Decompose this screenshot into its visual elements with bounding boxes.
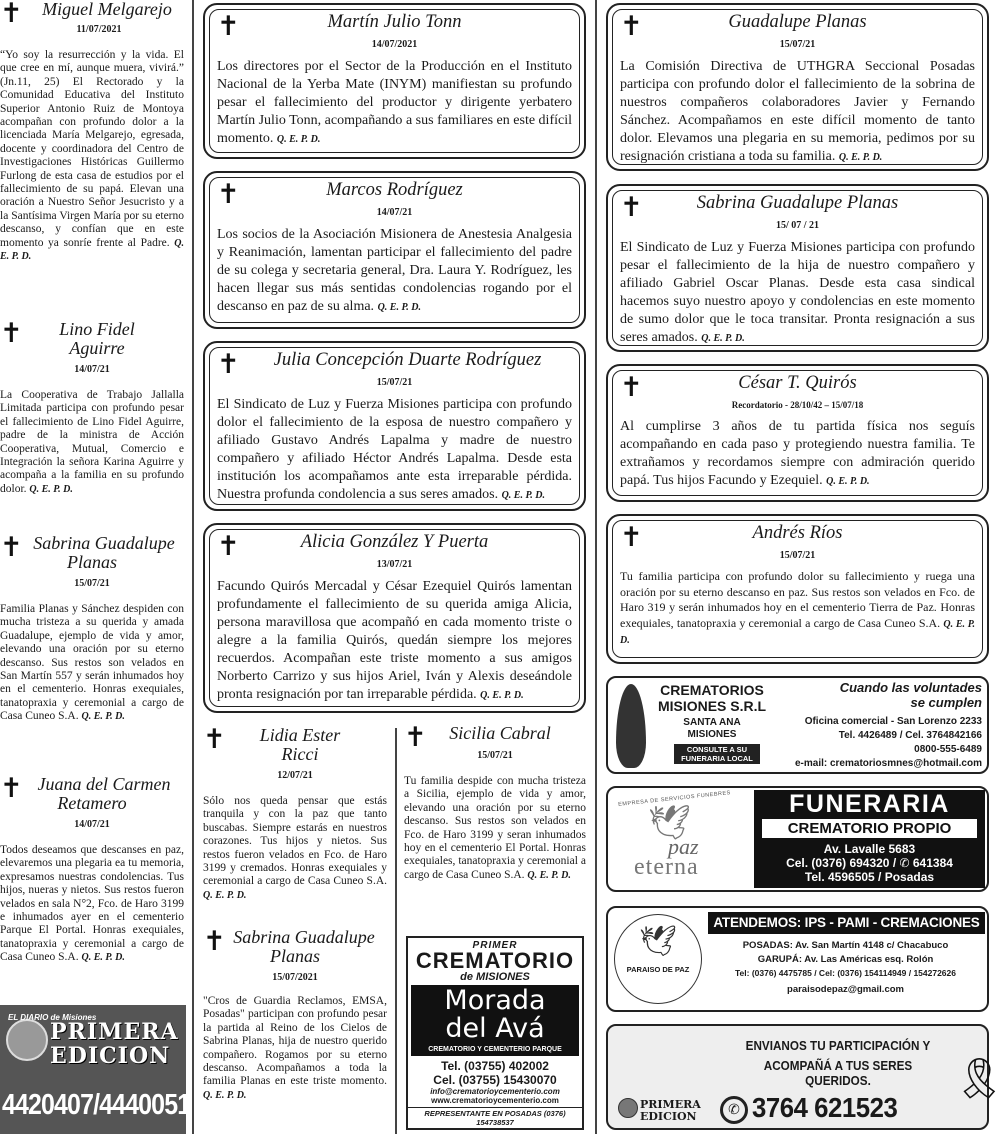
obit-name: Sicilia Cabral <box>449 723 551 743</box>
mourning-ribbon-icon: 🎗 <box>954 1056 1005 1102</box>
ad-primera-edicion-wa <box>606 1024 1005 1130</box>
obit-body: Facundo Quirós Mercadal y César Ezequiel Quirós lamentan profundamente el fallecimiento de su querida amiga Alicia, persona maravillosa que acompañó en cada momento triste o alegre a la familia Quirós, quedán siempre los mejores recuerdos. Acompañan este triste momento a sus amigos Norberto Carrizo y sus hijos Ariel, Iván y Alexis deseándole pronta resignación por tan irreparable pérdida. Q. E. P. D. <box>217 579 572 702</box>
ad-paz-title: FUNERARIA <box>789 790 950 818</box>
obit-body: Familia Planas y Sánchez despiden con mucha tristeza a su querida y amada Guadalupe, ejemplo de vida y amor, elevando una oración por su eterno descanso. Sus restos son velados en San Martín 557 y serán inhumados hoy en el cementerio. Honras exequiales, tanatopraxia y ceremonial a cargo de Casa Cuneo S.A. Q. E. P. D. <box>0 603 184 723</box>
ad-primera-edicion <box>0 1005 191 1134</box>
obit-date: 15/07/21 <box>779 39 816 50</box>
col2a <box>203 726 387 1131</box>
ad-morada-title: CREMATORIO <box>415 948 575 973</box>
cross-icon: ✝ <box>0 0 23 29</box>
obit-lidia <box>203 726 387 902</box>
ad-morada-rep: REPRESENTANTE EN POSADAS (0376) 154738537 <box>408 1107 582 1127</box>
ad-paz-ring: EMPRESA DE SERVICIOS FUNEBRES <box>617 790 732 808</box>
obit-body: Los directores por el Sector de la Producción en el Instituto Nacional de la Yerba Mate (INYM) manifiestan su profundo pesar el fallecimiento del productor y dirigente yerbatero Martín Julio Tonn, acompañando a sus familiares en este difícil momento. Q. E. P. D. <box>217 59 572 146</box>
cross-icon: ✝ <box>217 349 240 380</box>
ad-morada-tel2: Cel. (03755) 15430070 <box>433 1073 557 1087</box>
obit-body: La Comisión Directiva de UTHGRA Seccional Posadas participa con profundo dolor el fallecimiento de la sobrina de nuestros compañeros colaboradores Javier y Fernando Sánchez. Acompañamos en este difícil momento de tanto dolor. Elevamos una plegaria en su memoria, pedimos por su resignación cristiana a toda su familia. Q. E. P. D. <box>620 59 975 164</box>
ad-crem-btn1: CONSULTE A SU <box>686 745 748 754</box>
obit-box-cesar <box>606 364 989 502</box>
ad-pe2-line1: ENVIANOS TU PARTICIPACIÓN Y <box>745 1038 931 1053</box>
obit-name: Marcos Rodríguez <box>326 180 463 200</box>
obit-sicilia <box>404 724 586 882</box>
ad-paraiso-l3: Tel: (0376) 4475785 / Cel: (0376) 154114949 / 154272626 <box>734 968 956 978</box>
cross-icon: ✝ <box>0 773 23 804</box>
cross-icon: ✝ <box>620 11 643 42</box>
obit-body: El Sindicato de Luz y Fuerza Misiones participa con profundo dolor el fallecimiento de la esposa de nuestro compañero y afiliado Gustavo Andrés Lapalma y madre de nuestro compañero y afiliado Héctor Andrés Lapalma. Desde esta institución los acompañamos ante esta irreparable pérdida. Nuestra profunda condolencia a sus seres amados. Q. E. P. D. <box>217 397 572 502</box>
cross-icon: ✝ <box>217 11 240 42</box>
obit-name: Lidia Ester <box>259 725 341 745</box>
ad-pe2-phone: 3764 621523 <box>752 1092 898 1123</box>
ad-pe2-line2: ACOMPAÑÁ A TUS SERES QUERIDOS. <box>763 1058 913 1088</box>
dove-icon: 🕊 <box>648 803 692 843</box>
obit-body: El Sindicato de Luz y Fuerza Misiones participa con profundo pesar el fallecimiento de la hija de nuestro compañero y afiliado Gabriel Oscar Planas. Desde esta casa sindical hacemos suyo nuestro apoyo y condolencias en este momento de sumo dolor que le toca transitar. Pronta resignación a sus seres amados. Q. E. P. D. <box>620 240 975 345</box>
ad-paz-cel: Cel. (0376) 694320 / ✆ 641384 <box>786 856 953 870</box>
obit-name-2: Ricci <box>281 744 319 764</box>
obit-date: 12/07/21 <box>277 770 313 781</box>
ad-paraiso-logo <box>614 914 702 1004</box>
obit-name-2: Planas <box>66 552 117 572</box>
obit-date: 14/07/21 <box>74 364 110 375</box>
ad-paraiso-l2: GARUPÁ: Av. Las Américas esq. Rolón <box>757 954 934 965</box>
obit-name: Miguel Melgarejo <box>42 0 172 19</box>
obit-box-alicia <box>203 523 586 713</box>
obit-box-tonn <box>203 3 586 159</box>
ad-paz-tel: Tel. 4596505 / Posadas <box>804 870 935 884</box>
obit-date: 14/07/2021 <box>371 39 418 50</box>
dove-icon: 🕊 <box>638 924 678 959</box>
cross-icon: ✝ <box>217 179 240 210</box>
ad-paraiso-l4: paraisodepaz@gmail.com <box>787 984 904 995</box>
cross-icon: ✝ <box>217 531 240 562</box>
cross-icon: ✝ <box>404 722 427 753</box>
obit-name-2: Retamero <box>57 793 127 813</box>
ad-paz-logo2: eterna <box>634 854 699 880</box>
obit-body: Todos deseamos que descanses en paz, elevaremos una plegaria ea tu memoria, expresamos nuestras condolencias. Tus hijos, nueras y nietos. Sus restos fueron velados en sala N°2, Fco. de Haro 3199 e inhumados ayer en el cementerio Parque El Portal. Honras exequiales, tanatopraxia y ceremonial a cargo de Casa Cuneo S.A. Q. E. P. D. <box>0 844 184 964</box>
obit-name: Julia Concepción Duarte Rodríguez <box>273 350 542 370</box>
ad-pe-small: EL DIARIO de Misiones <box>8 1013 97 1022</box>
ad-paraiso-l1: POSADAS: Av. San Martín 4148 c/ Chacabuco <box>742 940 949 951</box>
obit-box-guadalupe <box>606 3 989 171</box>
ad-crem-slogan2: se cumplen <box>910 695 982 710</box>
obit-body: Sólo nos queda pensar que estás tranquila y con la paz que tanto buscabas. Siempre estarás en nuestros corazones. Tus hijos y nietos. Sus restos fueron velados en Fco. de Haro 3199 y cremados. Honras exequiales y ceremonial a cargo de Casa Cuneo S.A. Q. E. P. D. <box>203 795 387 901</box>
ad-pe-brand2: EDICION <box>50 1043 171 1069</box>
obit-body: Tu familia despide con mucha tristeza a Sicilia, ejemplo de vida y amor, elevando una oración por su eterno descanso. Sus restos son velados en Fco. de Haro 3199 y seran inhumados hoy en el cementerio El Portal. Honras exequiales, tanatopraxia y ceremonial a cargo de Casa Cuneo S.A. Q. E. P. D. <box>404 775 586 881</box>
ad-paz-eterna <box>606 786 989 892</box>
obit-date: 11/07/2021 <box>76 24 122 35</box>
ad-paz-panel <box>754 790 985 888</box>
obit-name: Martín Julio Tonn <box>327 12 462 32</box>
obit-date: 14/07/21 <box>376 207 413 218</box>
obit-name-2: Aguirre <box>69 338 125 358</box>
obit-body: Los socios de la Asociación Misionera de Anestesia Analgesia y Reanimación, lamentan participar el fallecimiento del padre de su colega y secretaria general, Dra. Laura Y. Rodríguez, les hacen llegar sus más sentidas condolencias rogando por el descanso en paz de su alma. Q. E. P. D. <box>217 227 572 314</box>
cross-icon: ✝ <box>620 372 643 403</box>
globe-icon <box>6 1019 48 1061</box>
obit-name: Andrés Ríos <box>752 523 843 543</box>
ad-crem-consult <box>674 744 760 764</box>
ad-morada-name2: del Avá <box>445 1013 545 1044</box>
cross-icon: ✝ <box>0 532 23 563</box>
obit-name: Guadalupe Planas <box>728 12 867 32</box>
obit-name: Lino Fidel <box>59 319 135 339</box>
obit-name: Sabrina Guadalupe <box>33 533 175 553</box>
obit-sabrina-col1 <box>0 534 184 724</box>
ad-morada-del-ava <box>406 936 584 1130</box>
obit-sabrina-col2 <box>203 928 387 1102</box>
ad-morada-dark <box>411 985 579 1056</box>
ad-crem-btn2: FUNERARIA LOCAL <box>681 754 753 763</box>
ad-pe-phones: 4420407/4440051 <box>2 1089 191 1121</box>
ad-crem-title2: MISIONES S.R.L <box>657 698 767 714</box>
ad-morada-tel1: Tel. (03755) 402002 <box>441 1059 549 1073</box>
obit-date: 14/07/21 <box>74 819 110 830</box>
obit-miguel <box>0 0 184 264</box>
ad-paz-logo1: paz <box>668 834 699 859</box>
obit-date: 15/07/21 <box>376 377 413 388</box>
obit-box-andres <box>606 514 989 664</box>
ad-paraiso-title: ATENDEMOS: IPS - PAMI - CREMACIONES <box>708 912 985 934</box>
ad-morada-top: PRIMER <box>472 940 518 951</box>
obit-body: Al cumplirse 3 años de tu partida física nos seguís acompañando en cada paso y protegiendo nuestra familia. Te extrañamos y recordamos siempre con admiración querido papá. Tus hijos Facundo y Ezequiel. Q. E. P. D. <box>620 419 975 488</box>
obit-date: Recordatorio - 28/10/42 – 15/07/18 <box>731 400 864 410</box>
ad-crem-slogan1: Cuando las voluntades <box>839 680 982 695</box>
obit-lino <box>0 320 184 496</box>
obit-name: Juana del Carmen <box>37 774 171 794</box>
ad-crem-sub2: MISIONES <box>687 729 737 740</box>
obit-body: La Cooperativa de Trabajo Jallalla Limitada participa con profundo pesar el fallecimiento de Lino Fidel Aguirre, padre de la ministra de Acción Cooperativa, Mutual, Comercio e Integración la señora Karina Aguirre y acompaña a la familia en su profundo dolor. Q. E. P. D. <box>0 389 184 495</box>
ad-pe2-brand1: PRIMERA <box>640 1098 701 1111</box>
ad-pe2-brand2: EDICION <box>640 1110 697 1123</box>
globe-icon <box>618 1098 638 1118</box>
obit-name: César T. Quirós <box>738 373 857 393</box>
cross-icon: ✝ <box>620 192 643 223</box>
obit-juana <box>0 775 184 965</box>
ad-paraiso-de-paz <box>606 906 989 1012</box>
obit-name-2: Planas <box>269 946 320 966</box>
obit-date: 15/07/21 <box>74 578 110 589</box>
obit-date: 15/07/21 <box>779 550 816 561</box>
obit-date: 13/07/21 <box>376 559 413 570</box>
cross-icon: ✝ <box>203 926 226 957</box>
ad-crem-free: 0800-555-6489 <box>914 744 982 755</box>
ad-morada-sub: de MISIONES <box>460 971 530 983</box>
ad-morada-web: www.crematorioycementerio.com <box>431 1096 559 1105</box>
ad-paraiso-logo-text: PARAISO DE PAZ <box>626 965 690 974</box>
ad-morada-tag: CREMATORIO Y CEMENTERIO PARQUE <box>428 1046 562 1053</box>
cross-icon: ✝ <box>203 724 226 755</box>
ad-crematorios-misiones <box>606 676 989 774</box>
col1 <box>0 0 184 1000</box>
ad-pe-brand1: PRIMERA <box>50 1019 179 1045</box>
ad-crem-office: Oficina comercial - San Lorenzo 2233 <box>804 716 982 727</box>
obit-name: Sabrina Guadalupe <box>233 927 375 947</box>
obit-name: Alicia González Y Puerta <box>300 532 489 552</box>
obit-body: "Cros de Guardia Reclamos, EMSA, Posadas" participan con profundo pesar la partida al Reino de los Cielos de Sabrina Planas, hija de nuestro querido compañero. Rogamos por su eterno descanso. Acompañamos a toda la familia Planas en este triste momento. Q. E. P. D. <box>203 995 387 1101</box>
obit-box-marcos <box>203 171 586 329</box>
obit-box-sabrina-luz <box>606 184 989 352</box>
ad-crem-email: e-mail: crematoriosmnes@hotmail.com <box>794 758 982 769</box>
ad-morada-name1: Morada <box>444 985 546 1016</box>
obit-box-julia <box>203 341 586 511</box>
cross-icon: ✝ <box>620 522 643 553</box>
obit-date: 15/07/21 <box>477 750 513 761</box>
obit-body: “Yo soy la resurrección y la vida. El que cree en mí, aunque muera, vivirá.” (Jn.11, 25) El Rectorado y la Comunidad Educativa del Instituto Superior Antonio Ruiz de Montoya acompañan con profundo dolor a la licenciada María Melgarejo, egresada, docente y coordinadora del Centro de Investigaciones Históricas Guillermo Furlong de esta casa de estudios por el fallecimiento de su papá. Elevan una oración a Nuestro Señor Jesucristo y a la Santísima Virgen María por su eterno descanso, y confían que en este momento ya sonríe frente al Padre. Q. E. P. D. <box>0 49 185 263</box>
col2b <box>404 724 586 934</box>
obit-body: Tu familia participa con profundo dolor su fallecimiento y ruega una oración por su eterno descanso en paz. Sus restos son velados en Fco. de Haro 319 y serán inhumados hoy en el cementerio Tierra de Paz. Honras exequiales, tanatopraxia y ceremonial a cargo de Casa Cuneo S.A. Q. E. P. D. <box>620 569 976 646</box>
ad-crem-tel: Tel. 4426489 / Cel. 3764842166 <box>838 730 982 741</box>
cross-icon: ✝ <box>0 318 23 349</box>
obit-date: 15/ 07 / 21 <box>775 220 820 231</box>
obit-name: Sabrina Guadalupe Planas <box>696 193 899 213</box>
ad-morada-mail: info@crematorioycementerio.com <box>430 1087 560 1096</box>
obit-date: 15/07/2021 <box>272 972 318 983</box>
ad-crem-title1: CREMATORIOS <box>660 682 764 698</box>
flame-icon <box>616 684 646 768</box>
whatsapp-icon: ✆ <box>720 1096 748 1124</box>
ad-paz-sub: CREMATORIO PROPIO <box>762 819 977 838</box>
ad-paz-addr: Av. Lavalle 5683 <box>823 842 916 856</box>
ad-crem-sub1: SANTA ANA <box>683 717 741 728</box>
